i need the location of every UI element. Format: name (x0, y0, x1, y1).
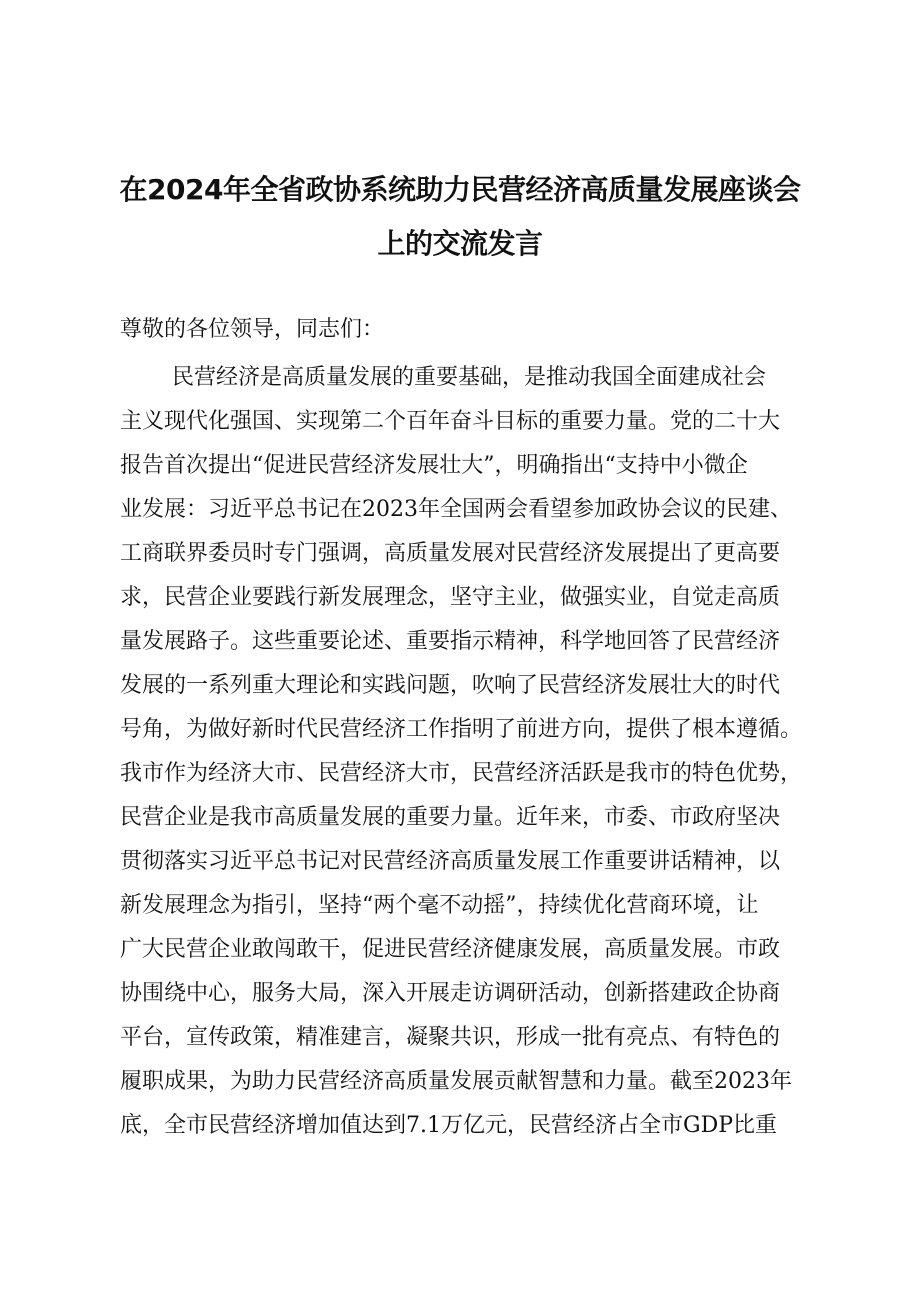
salutation: 尊敬的各位领导，同志们： (120, 317, 385, 342)
paragraph-line: 求，民营企业要践行新发展理念，坚守主业，做强实业，自觉走高质 (120, 585, 781, 610)
paragraph-line: 广大民营企业敢闯敢干，促进民营经济健康发展，高质量发展。市政 (120, 937, 781, 962)
paragraph-line: 民营经济是高质量发展的重要基础，是推动我国全面建成社会 (172, 365, 767, 390)
paragraph-line: 主义现代化强国、实现第二个百年奋斗目标的重要力量。党的二十大 (120, 409, 781, 434)
paragraph-line: 业发展：习近平总书记在2023年全国两会看望参加政协会议的民建、 (120, 497, 792, 522)
paragraph-line: 新发展理念为指引，坚持“两个毫不动摇”，持续优化营商环境，让 (120, 893, 759, 918)
paragraph-line: 底，全市民营经济增加值达到7.1万亿元，民营经济占全市GDP比重 (120, 1113, 778, 1138)
paragraph-line: 报告首次提出“促进民营经济发展壮大”，明确指出“支持中小微企 (120, 453, 748, 478)
document-title-line-1: 在2024年全省政协系统助力民营经济高质量发展座谈会 (119, 173, 801, 206)
paragraph-line: 工商联界委员时专门强调，高质量发展对民营经济发展提出了更高要 (120, 541, 781, 566)
paragraph-line: 我市作为经济大市、民营经济大市，民营经济活跃是我市的特色优势， (120, 761, 803, 786)
paragraph-line: 履职成果，为助力民营经济高质量发展贡献智慧和力量。截至2023年 (120, 1069, 792, 1094)
paragraph-line: 贯彻落实习近平总书记对民营经济高质量发展工作重要讲话精神，以 (120, 849, 781, 874)
paragraph-line: 号角，为做好新时代民营经济工作指明了前进方向，提供了根本遵循。 (120, 717, 803, 742)
paragraph-line: 民营企业是我市高质量发展的重要力量。近年来，市委、市政府坚决 (120, 805, 781, 830)
paragraph-line: 量发展路子。这些重要论述、重要指示精神，科学地回答了民营经济 (120, 629, 781, 654)
document-title-line-2: 上的交流发言 (377, 227, 543, 260)
paragraph-line: 发展的一系列重大理论和实践问题，吹响了民营经济发展壮大的时代 (120, 673, 781, 698)
paragraph-line: 平台，宣传政策，精准建言，凝聚共识，形成一批有亮点、有特色的 (120, 1025, 781, 1050)
paragraph-line: 协围绕中心，服务大局，深入开展走访调研活动，创新搭建政企协商 (120, 981, 781, 1006)
